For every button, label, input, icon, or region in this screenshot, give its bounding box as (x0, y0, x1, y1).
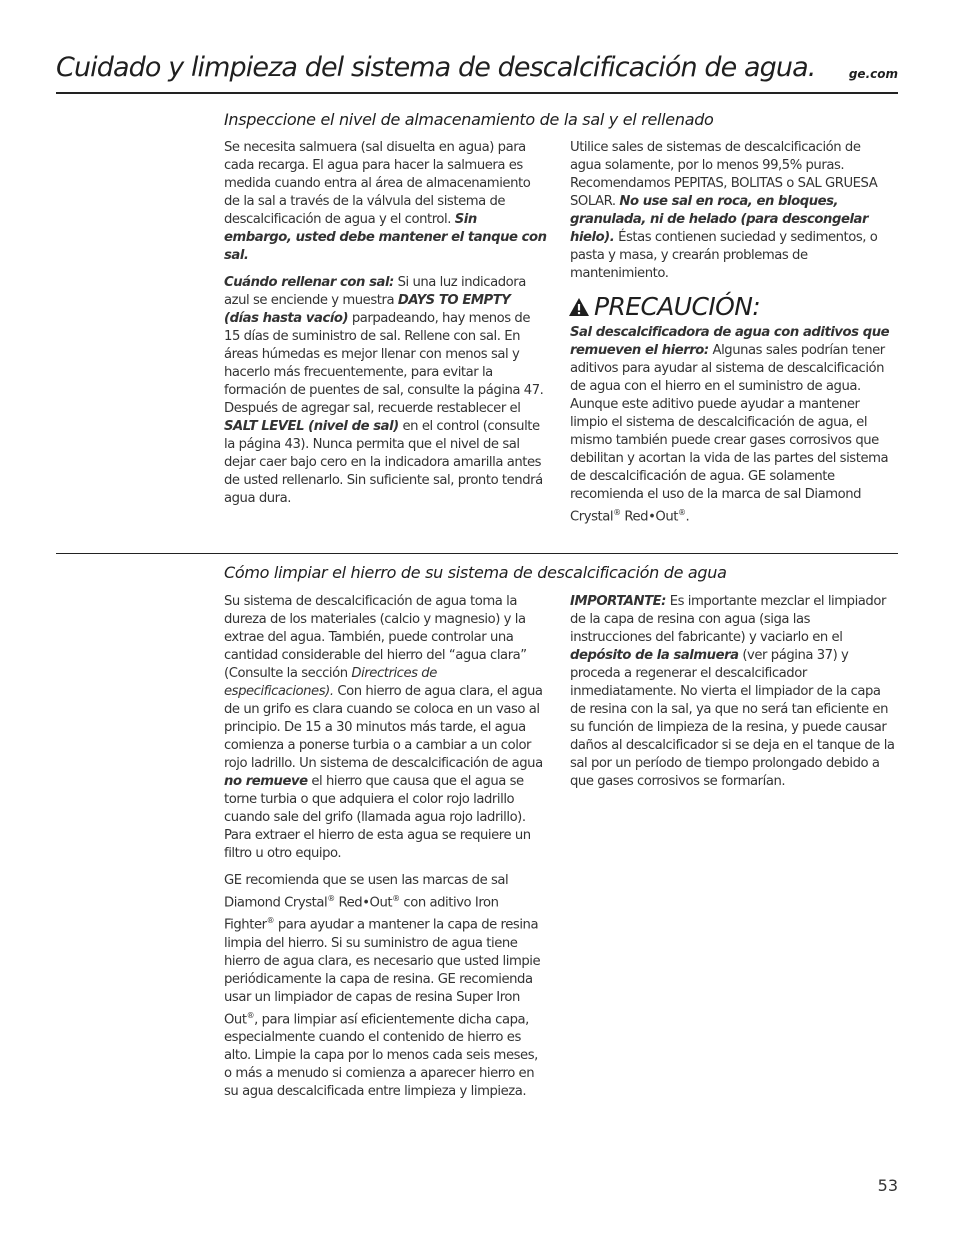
warning-triangle-icon (568, 297, 590, 317)
salt-left-column (224, 139, 548, 517)
caution-text: Sal descalcificadora de agua con aditivos que remueven el hierro: Algunas sales podrían tener aditivos para ayudar al sistema de descalcificación de agua con el hierro en el suministro de agua. Aunque este aditivo puede ayudar a mantener limpio el sistema de descalcificación de agua, el mismo también puede crear gases corrosivos que debilitan y acortan la vida de las partes del sistema de descalcificación de agua. GE solamente recomienda el uso de la marca de sal Diamond Crystal® Red•Out®. (570, 325, 890, 525)
section-heading-iron: Cómo limpiar el hierro de su sistema de descalcificación de agua (224, 563, 727, 582)
salt-paragraph-1: Se necesita salmuera (sal disuelta en agua) para cada recarga. El agua para hacer la salmuera es medida cuando entra al área de almacenamiento de la sal a través de la válvula del sistema de descalcificación de agua y el control. Sin embargo, usted debe mantener el tanque con sal. (224, 140, 547, 263)
salt-type-paragraph: Utilice sales de sistemas de descalcificación de agua solamente, por lo menos 99,5% puras. Recomendamos PEPITAS, BOLITAS o SAL GRUESA SOLAR. No use sal en roca, en bloques, granulada, ni de helado (para descongelar hielo). Éstas contienen suciedad y sedimentos, o pasta y masa, y crearán problemas de mantenimiento. (570, 140, 878, 281)
page-title: Cuidado y limpieza del sistema de descalcificación de agua. (56, 52, 816, 83)
salt-paragraph-2: Cuándo rellenar con sal: Si una luz indicadora azul se enciende y muestra DAYS TO EMPTY (días hasta vacío) parpadeando, hay menos de 15 días de suministro de sal. Rellene con sal. En áreas húmedas es mejor llenar con menos sal y hacerlo más frecuentemente, para evitar la formación de puentes de sal, consulte la página 47. Después de agregar sal, recuerde restablecer el SALT LEVEL (nivel de sal) en el control (consulte la página 43). Nunca permita que el nivel de sal dejar caer bajo cero en la indicadora amarilla antes de usted rellenarlo. Sin suficiente sal, pronto tendrá agua dura. (224, 275, 544, 506)
iron-paragraph-1: Su sistema de descalcificación de agua toma la dureza de los materiales (calcio y magnesio) y la extrae del agua. También, puede controlar una cantidad considerable del hierro del “agua clara” (Consulte la sección Directrices de especificaciones). Con hierro de agua clara, el agua de un grifo es clara cuando se coloca en un vaso al principio. De 15 a 30 minutos más tarde, el agua comienza a ponerse turbia o a cambiar a un color rojo ladrillo. Un sistema de descalcificación de agua no remueve el hierro que causa que el agua se torne turbia o que adquiera el color rojo ladrillo cuando sale del grifo (llamada agua rojo ladrillo). Para extraer el hierro de esta agua se requiere un filtro u otro equipo. (224, 594, 543, 861)
iron-paragraph-2: GE recomienda que se usen las marcas de sal Diamond Crystal® Red•Out® con aditivo Iron Fighter® para ayudar a mantener la capa de resina limpia del hierro. Si su suministro de agua tiene hierro de agua clara, es necesario que usted limpie periódicamente la capa de resina. GE recomienda usar un limpiador de capas de resina Super Iron Out®, para limpiar así eficientemente dicha capa, especialmente cuando el contenido de hierro es alto. Limpie la capa por lo menos cada seis meses, o más a menudo si comienza a aparecer hierro en su agua descalcificada entre limpieza y limpieza. (224, 873, 541, 1100)
section-heading-salt: Inspeccione el nivel de almacenamiento de la sal y el rellenado (224, 110, 714, 129)
section-divider (56, 553, 898, 554)
header-rule (56, 92, 898, 94)
iron-right-column (570, 593, 895, 800)
page-number: 53 (877, 1176, 898, 1195)
site-url: ge.com (848, 67, 898, 81)
important-paragraph: IMPORTANTE: Es importante mezclar el limpiador de la capa de resina con agua (siga las instrucciones del fabricante) y vaciarlo en el depósito de la salmuera (ver página 37) y proceda a regenerar el descalcificador inmediatamente. No vierta el limpiador de la capa de resina con la sal, ya que no será tan eficiente en su función de limpieza de la resina, y puede causar daños al descalcificador si se deja en el tanque de la sal por un período de tiempo prolongado debido a que gases corrosivos se formarían. (570, 594, 895, 789)
caution-heading (568, 292, 895, 322)
caution-title: PRECAUCIÓN: (594, 292, 761, 321)
iron-left-column (224, 593, 548, 1110)
salt-right-column (570, 139, 895, 535)
